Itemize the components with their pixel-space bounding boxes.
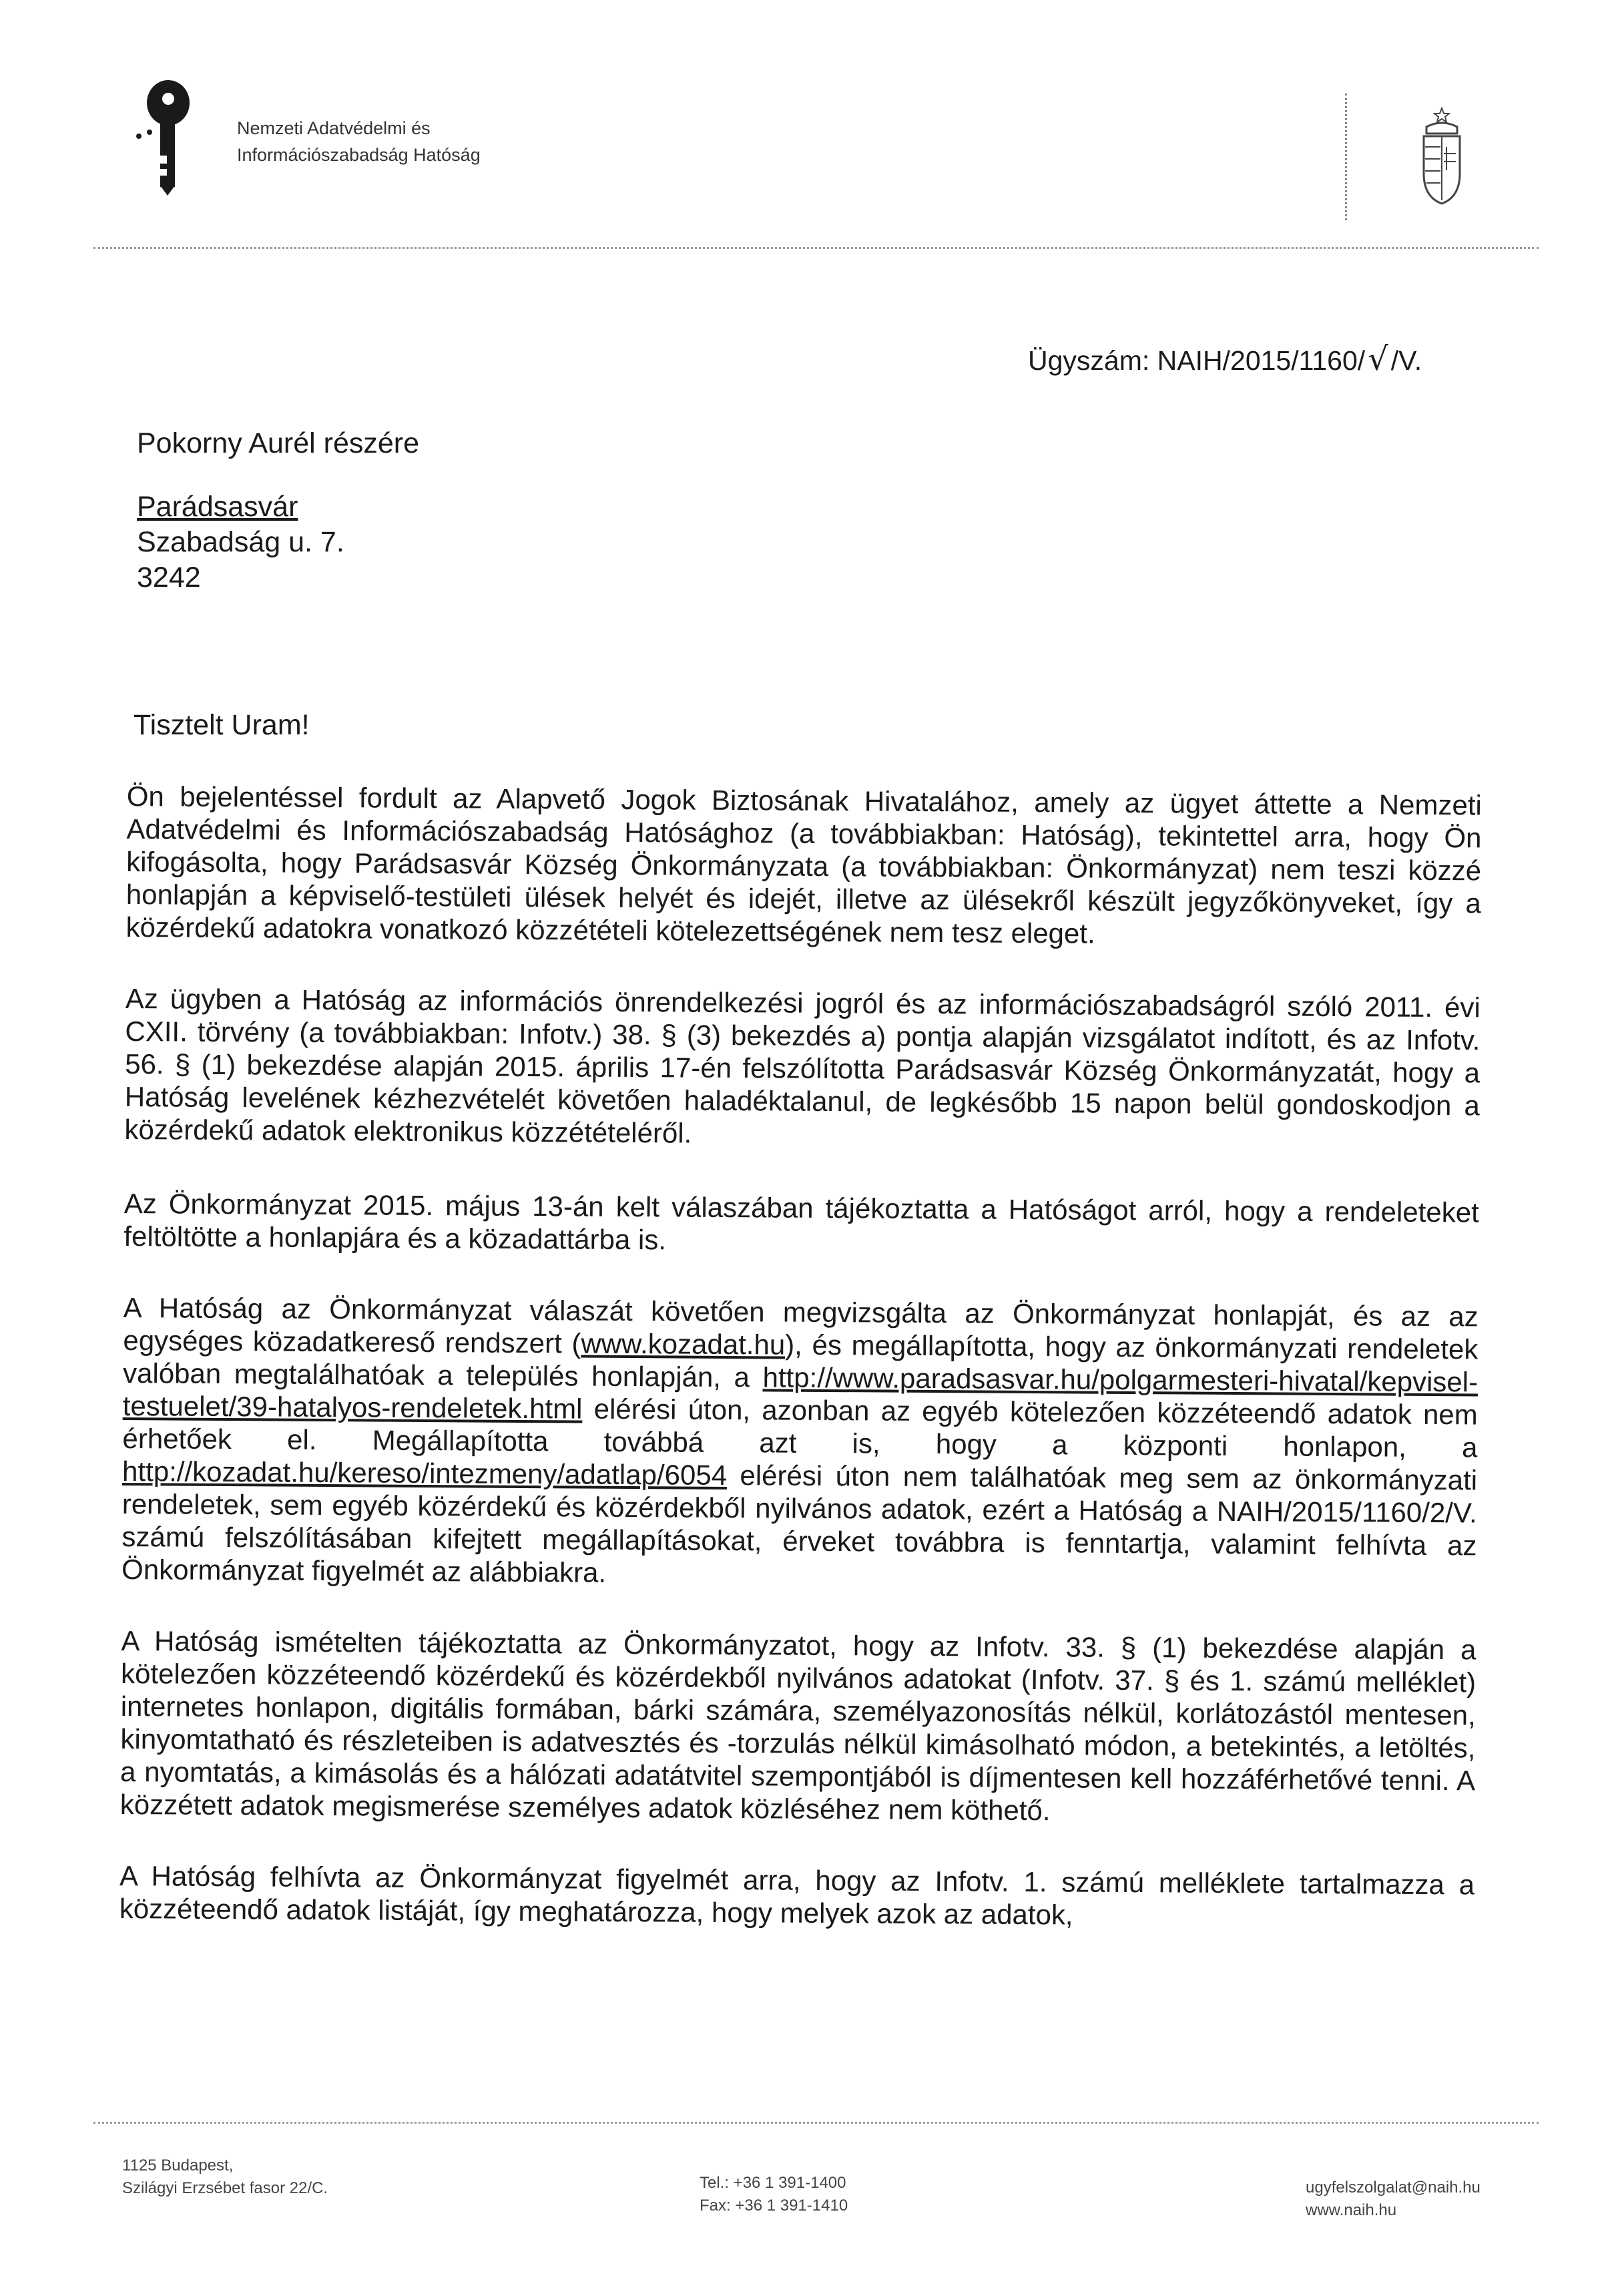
vertical-divider (1345, 93, 1347, 220)
recipient-address (137, 426, 419, 596)
paragraph-2: Az ügyben a Hatóság az információs önrendelkezési jogról és az információszabadságról szóló 2011. évi CXII. törvény (a továbbiakban: Infotv.) 38. § (3) bekezdés a) pontja alapján vizsgálatot indított, és az Infotv. 56. § (1) bekezdése alapján 2015. április 17-én felszólította Parádsasvár Község Önkormányzatát, hogy a Hatóság levelének kézhezvételét követően haladéktalanul, de legkésőbb 15 napon belül gondoskodjon a közérdekű adatok elektronikus közzétételéről. (124, 982, 1481, 1149)
paragraph-4-part-c: elérési úton, azonban az egyéb kötelezően közzéteendő adatok nem érhetőek el. Megállapította továbbá azt is, hogy a központi honlapon, a (122, 1393, 1478, 1463)
handwritten-mark: √ (1368, 340, 1388, 378)
footer-divider (93, 2122, 1539, 2124)
salutation: Tisztelt Uram! (133, 709, 310, 741)
organization-name (237, 115, 481, 168)
case-label: Ügyszám: (1028, 345, 1150, 376)
footer-website[interactable]: www.naih.hu (1306, 2201, 1397, 2219)
case-suffix: /V. (1390, 345, 1422, 376)
paragraph-6: A Hatóság felhívta az Önkormányzat figyelmét arra, hogy az Infotv. 1. számú melléklete tartalmazza a közzéteendő adatok listáját, így meghatározza, hogy melyek azok az adatok, (119, 1859, 1475, 1931)
footer-phone (700, 2172, 848, 2217)
paragraph-4-part-d: elérési úton nem találhatóak meg sem az önkormányzati rendeletek, sem egyéb közérdekű és közérdekből nyilvános adatok, ezért a Hatóság a NAIH/2015/1160/2/V. számú felszólításában kifejtett megállapításokat, érveket továbbra is fenntartja, valamint felhívta az Önkormányzat figyelmét az alábbiakra. (121, 1459, 1478, 1588)
paragraph-4 (121, 1291, 1479, 1594)
recipient-town: Parádsasvár (137, 491, 298, 523)
coat-of-arms-icon (1418, 107, 1465, 207)
paragraph-4-part-a: A Hatóság az Önkormányzat válaszát követően megvizsgálta az Önkormányzat honlapját, és az az egységes közadatkereső rendszert ( (123, 1291, 1479, 1359)
paragraph-4-part-b: ), és megállapította, hogy az önkormányzati rendeletek valóban megtalálhatóak a település honlapján, a (122, 1329, 1479, 1393)
footer-address (122, 2154, 328, 2200)
case-number-value: NAIH/2015/1160/ (1157, 345, 1366, 376)
footer-fax: Fax: +36 1 391-1410 (700, 2197, 848, 2215)
key-icon (127, 79, 200, 196)
footer-email[interactable]: ugyfelszolgalat@naih.hu (1306, 2178, 1481, 2197)
footer-address-line1: 1125 Budapest, (122, 2156, 234, 2174)
org-name-line2: Információszabadság Hatóság (237, 145, 481, 165)
paragraph-3: Az Önkormányzat 2015. május 13-án kelt válaszában tájékoztatta a Hatóságot arról, hogy a rendeleteket feltöltötte a honlapjára és a közadattárba is. (123, 1187, 1479, 1256)
header-divider (93, 247, 1539, 249)
paragraph-1: Ön bejelentéssel fordult az Alapvető Jogok Biztosának Hivatalához, amely az ügyet áttette a Nemzeti Adatvédelmi és Információszabadság Hatósághoz (a továbbiakban: Hatóság), tekintettel arra, hogy Ön kifogásolta, hogy Parádsasvár Község Önkormányzata (a továbbiakban: Önkormányzat) nem teszi közzé honlapján a képviselő-testületi ülések helyét és idejét, illetve az ülésekről készült jegyzőkönyveket, így a közérdekű adatokra vonatkozó közzétételi kötelezettségének nem tesz eleget. (125, 780, 1482, 949)
paragraph-5: A Hatóság ismételten tájékoztatta az Önkormányzatot, hogy az Infotv. 33. § (1) bekezdése alapján a kötelezően közzéteendő közérdekű és közérdekből nyilvános adatokat (Infotv. 37. § és 1. számú melléklet) internetes honlapon, digitális formában, bárki számára, személyazonosítás nélkül, korlátozástól mentesen, kinyomtatható és részleteiben is adatvesztés és -torzulás nélkül kimásolható módon, a betekintés, a letöltés, a nyomtatás, a kimásolás és a hálózati adatátvitel szempontjából is díjmentesen kell hozzáférhetővé tenni. A közzétett adatok megismerése személyes adatok közléséhez nem köthető. (119, 1624, 1477, 1827)
recipient-street: Szabadság u. 7. (137, 526, 344, 558)
footer-address-line2: Szilágyi Erzsébet fasor 22/C. (122, 2179, 328, 2197)
footer-contact (1306, 2176, 1481, 2222)
letterhead (0, 0, 1608, 280)
recipient-name: Pokorny Aurél részére (137, 427, 420, 459)
kozadat-link[interactable]: www.kozadat.hu (581, 1327, 786, 1361)
paradsasvar-rendeletek-link[interactable]: http://www.paradsasvar.hu/polgarmesteri-hivatal/kepvisel-testuelet/39-hatalyos-rendeletek.html (122, 1361, 1479, 1425)
kozadat-adatlap-link[interactable]: http://kozadat.hu/kereso/intezmeny/adatlap/6054 (121, 1455, 728, 1491)
footer-tel: Tel.: +36 1 391-1400 (700, 2174, 846, 2192)
recipient-zip: 3242 (137, 561, 201, 594)
case-number (1028, 340, 1422, 378)
org-name-line1: Nemzeti Adatvédelmi és (237, 118, 431, 138)
letter-body (119, 780, 1482, 1972)
